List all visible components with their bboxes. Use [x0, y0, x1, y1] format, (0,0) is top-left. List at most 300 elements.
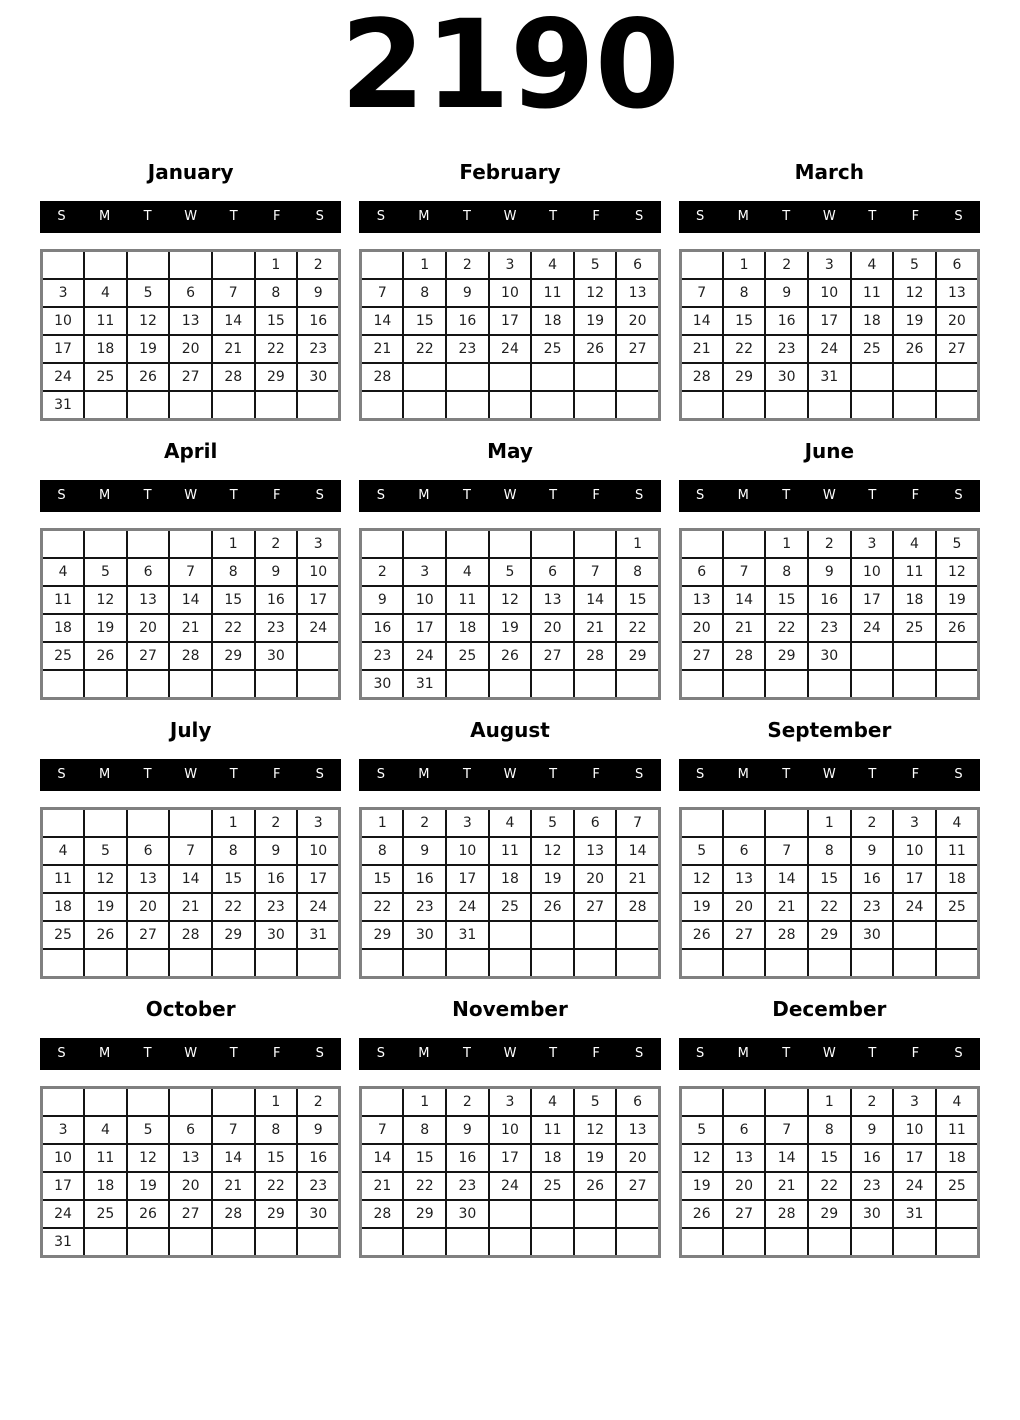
- day-cell: 7: [616, 808, 659, 837]
- empty-day-cell: [403, 949, 446, 978]
- day-cell: 5: [680, 837, 723, 865]
- weekday-label: S: [57, 767, 66, 783]
- empty-day-cell: [765, 391, 808, 420]
- day-cell: 18: [851, 307, 894, 335]
- day-cell: 26: [127, 1200, 170, 1228]
- day-cell: 19: [936, 586, 979, 614]
- empty-day-cell: [851, 670, 894, 699]
- day-cell: 14: [361, 307, 404, 335]
- day-cell: 13: [936, 279, 979, 307]
- day-cell: 1: [808, 808, 851, 837]
- week-row: [680, 921, 978, 949]
- week-row: [361, 558, 659, 586]
- day-cell: 24: [403, 642, 446, 670]
- day-cell: 14: [574, 586, 617, 614]
- empty-day-cell: [851, 642, 894, 670]
- empty-day-cell: [361, 250, 404, 279]
- day-cell: 24: [42, 1200, 85, 1228]
- day-cell: 11: [851, 279, 894, 307]
- day-cell: 2: [446, 1087, 489, 1116]
- day-cell: 20: [723, 1172, 766, 1200]
- week-row: [42, 1116, 340, 1144]
- weekday-label: S: [635, 488, 644, 504]
- day-cell: 25: [893, 614, 936, 642]
- day-cell: 21: [616, 865, 659, 893]
- weekday-label: T: [229, 767, 238, 783]
- weekday-label: T: [462, 209, 471, 225]
- weekday-label: S: [57, 1046, 66, 1062]
- empty-day-cell: [489, 921, 532, 949]
- day-cell: 2: [765, 250, 808, 279]
- empty-day-cell: [851, 391, 894, 420]
- day-cell: 10: [893, 837, 936, 865]
- weekday-label: T: [549, 209, 558, 225]
- day-cell: 16: [255, 865, 298, 893]
- weekday-header-bar: [40, 1038, 341, 1070]
- day-cell: 14: [169, 586, 212, 614]
- day-cell: 30: [446, 1200, 489, 1228]
- day-cell: 21: [765, 1172, 808, 1200]
- day-cell: 15: [212, 865, 255, 893]
- day-cell: 4: [42, 837, 85, 865]
- day-cell: 8: [808, 837, 851, 865]
- empty-day-cell: [616, 949, 659, 978]
- day-cell: 1: [723, 250, 766, 279]
- day-cell: 20: [169, 335, 212, 363]
- day-cell: 15: [808, 1144, 851, 1172]
- empty-day-cell: [489, 391, 532, 420]
- day-cell: 8: [255, 279, 298, 307]
- day-cell: 6: [723, 837, 766, 865]
- weekday-label: M: [98, 767, 111, 783]
- day-cell: 2: [255, 808, 298, 837]
- day-cell: 4: [446, 558, 489, 586]
- week-row: [42, 921, 340, 949]
- day-cell: 13: [723, 1144, 766, 1172]
- day-cell: 30: [255, 642, 298, 670]
- day-cell: 29: [212, 921, 255, 949]
- empty-day-cell: [42, 529, 85, 558]
- empty-day-cell: [84, 949, 127, 978]
- day-cell: 30: [765, 363, 808, 391]
- day-cell: 19: [127, 335, 170, 363]
- empty-day-cell: [723, 1087, 766, 1116]
- week-row: [680, 808, 978, 837]
- week-row: [361, 614, 659, 642]
- weekday-label: M: [98, 1046, 111, 1062]
- day-cell: 12: [127, 1144, 170, 1172]
- day-cell: 24: [808, 335, 851, 363]
- day-cell: 27: [169, 363, 212, 391]
- day-cell: 31: [808, 363, 851, 391]
- month-title: October: [145, 996, 236, 1021]
- day-cell: 8: [212, 837, 255, 865]
- week-row: [42, 670, 340, 699]
- day-cell: 16: [851, 1144, 894, 1172]
- week-row: [42, 837, 340, 865]
- weekday-label: T: [143, 1046, 152, 1062]
- day-cell: 4: [936, 1087, 979, 1116]
- week-row: [680, 893, 978, 921]
- weekday-label: T: [782, 209, 791, 225]
- week-row: [361, 1144, 659, 1172]
- day-cell: 11: [893, 558, 936, 586]
- day-cell: 26: [574, 335, 617, 363]
- empty-day-cell: [680, 1087, 723, 1116]
- day-cell: 18: [489, 865, 532, 893]
- week-row: [680, 614, 978, 642]
- weekday-label: T: [549, 488, 558, 504]
- empty-day-cell: [169, 1087, 212, 1116]
- week-row: [680, 1087, 978, 1116]
- weekday-label: F: [592, 767, 600, 783]
- day-cell: 24: [489, 335, 532, 363]
- month-title: June: [804, 438, 855, 463]
- day-cell: 6: [127, 558, 170, 586]
- day-cell: 15: [255, 1144, 298, 1172]
- week-row: [361, 1172, 659, 1200]
- day-cell: 16: [255, 586, 298, 614]
- day-cell: 15: [765, 586, 808, 614]
- day-cell: 7: [723, 558, 766, 586]
- day-cell: 31: [297, 921, 340, 949]
- empty-day-cell: [680, 529, 723, 558]
- week-row: [680, 363, 978, 391]
- day-cell: 6: [531, 558, 574, 586]
- day-cell: 12: [574, 279, 617, 307]
- day-cell: 27: [616, 335, 659, 363]
- weekday-header-bar: [679, 1038, 980, 1070]
- day-cell: 26: [574, 1172, 617, 1200]
- day-cell: 16: [297, 307, 340, 335]
- day-cell: 17: [808, 307, 851, 335]
- week-row: [42, 1087, 340, 1116]
- week-row: [42, 808, 340, 837]
- empty-day-cell: [489, 529, 532, 558]
- week-row: [361, 1200, 659, 1228]
- weekday-label: M: [418, 1046, 430, 1062]
- day-cell: 18: [936, 865, 979, 893]
- empty-day-cell: [403, 391, 446, 420]
- weekday-header-bar: [40, 201, 341, 233]
- week-row: [42, 586, 340, 614]
- day-cell: 29: [616, 642, 659, 670]
- empty-day-cell: [127, 1228, 170, 1257]
- day-cell: 9: [255, 837, 298, 865]
- weekday-label: M: [418, 767, 430, 783]
- week-row: [680, 307, 978, 335]
- weekday-label: F: [592, 488, 600, 504]
- weekday-label: T: [782, 488, 791, 504]
- day-cell: 28: [212, 1200, 255, 1228]
- day-cell: 7: [169, 558, 212, 586]
- empty-day-cell: [127, 949, 170, 978]
- day-cell: 2: [297, 1087, 340, 1116]
- day-cell: 21: [723, 614, 766, 642]
- day-cell: 4: [42, 558, 85, 586]
- day-cell: 1: [255, 1087, 298, 1116]
- empty-day-cell: [297, 391, 340, 420]
- day-cell: 30: [808, 642, 851, 670]
- weekday-label: T: [143, 209, 152, 225]
- empty-day-cell: [297, 949, 340, 978]
- empty-day-cell: [936, 363, 979, 391]
- day-cell: 14: [212, 1144, 255, 1172]
- day-cell: 31: [403, 670, 446, 699]
- weekday-label: S: [376, 1046, 385, 1062]
- empty-day-cell: [936, 1228, 979, 1257]
- empty-day-cell: [680, 670, 723, 699]
- weekday-label: M: [98, 488, 111, 504]
- day-cell: 24: [297, 893, 340, 921]
- day-cell: 17: [851, 586, 894, 614]
- day-cell: 23: [446, 335, 489, 363]
- weekday-label: T: [868, 209, 877, 225]
- week-row: [680, 837, 978, 865]
- day-cell: 22: [808, 893, 851, 921]
- day-cell: 3: [42, 1116, 85, 1144]
- empty-day-cell: [42, 670, 85, 699]
- day-cell: 23: [403, 893, 446, 921]
- day-cell: 9: [808, 558, 851, 586]
- day-cell: 3: [42, 279, 85, 307]
- empty-day-cell: [212, 250, 255, 279]
- day-cell: 3: [446, 808, 489, 837]
- empty-day-cell: [446, 949, 489, 978]
- day-cell: 17: [446, 865, 489, 893]
- day-cell: 19: [574, 307, 617, 335]
- day-cell: 21: [212, 1172, 255, 1200]
- empty-day-cell: [297, 1228, 340, 1257]
- empty-day-cell: [893, 921, 936, 949]
- empty-day-cell: [169, 670, 212, 699]
- week-row: [42, 1144, 340, 1172]
- day-cell: 29: [765, 642, 808, 670]
- day-cell: 5: [84, 837, 127, 865]
- day-cell: 18: [84, 1172, 127, 1200]
- empty-day-cell: [723, 529, 766, 558]
- day-cell: 6: [169, 279, 212, 307]
- day-cell: 11: [84, 307, 127, 335]
- day-cell: 22: [808, 1172, 851, 1200]
- empty-day-cell: [680, 391, 723, 420]
- day-cell: 9: [446, 279, 489, 307]
- day-cell: 17: [297, 865, 340, 893]
- empty-day-cell: [680, 949, 723, 978]
- day-cell: 8: [403, 279, 446, 307]
- day-cell: 19: [127, 1172, 170, 1200]
- day-cell: 11: [531, 1116, 574, 1144]
- weekday-label: S: [315, 209, 324, 225]
- weekday-header-bar: [359, 759, 660, 791]
- day-cell: 29: [212, 642, 255, 670]
- weekday-label: T: [143, 488, 152, 504]
- day-cell: 6: [616, 1087, 659, 1116]
- day-cell: 7: [212, 1116, 255, 1144]
- day-cell: 27: [936, 335, 979, 363]
- day-cell: 11: [936, 837, 979, 865]
- weekday-header-bar: [679, 480, 980, 512]
- empty-day-cell: [851, 363, 894, 391]
- weekday-label: S: [57, 209, 66, 225]
- month-day-grid: [359, 1086, 660, 1258]
- day-cell: 28: [616, 893, 659, 921]
- day-cell: 3: [489, 1087, 532, 1116]
- empty-day-cell: [936, 949, 979, 978]
- empty-day-cell: [403, 529, 446, 558]
- week-row: [42, 893, 340, 921]
- day-cell: 14: [361, 1144, 404, 1172]
- day-cell: 12: [489, 586, 532, 614]
- day-cell: 19: [84, 614, 127, 642]
- day-cell: 27: [723, 1200, 766, 1228]
- day-cell: 12: [936, 558, 979, 586]
- day-cell: 26: [680, 1200, 723, 1228]
- weekday-label: W: [184, 767, 198, 783]
- month-title: July: [169, 717, 212, 742]
- day-cell: 22: [723, 335, 766, 363]
- week-row: [42, 614, 340, 642]
- month-march: [679, 142, 980, 421]
- weekday-label: S: [696, 488, 705, 504]
- empty-day-cell: [446, 391, 489, 420]
- day-cell: 14: [765, 1144, 808, 1172]
- months-grid: [0, 142, 1020, 1258]
- day-cell: 22: [255, 335, 298, 363]
- day-cell: 26: [84, 921, 127, 949]
- day-cell: 10: [42, 307, 85, 335]
- empty-day-cell: [361, 391, 404, 420]
- day-cell: 24: [893, 893, 936, 921]
- day-cell: 1: [765, 529, 808, 558]
- day-cell: 13: [616, 279, 659, 307]
- day-cell: 3: [893, 808, 936, 837]
- day-cell: 22: [361, 893, 404, 921]
- day-cell: 17: [42, 335, 85, 363]
- day-cell: 24: [297, 614, 340, 642]
- weekday-label: S: [376, 767, 385, 783]
- empty-day-cell: [531, 391, 574, 420]
- day-cell: 19: [489, 614, 532, 642]
- empty-day-cell: [489, 949, 532, 978]
- empty-day-cell: [680, 250, 723, 279]
- day-cell: 25: [531, 1172, 574, 1200]
- weekday-label: T: [229, 488, 238, 504]
- day-cell: 4: [531, 250, 574, 279]
- day-cell: 25: [446, 642, 489, 670]
- day-cell: 23: [255, 893, 298, 921]
- day-cell: 13: [169, 1144, 212, 1172]
- day-cell: 23: [446, 1172, 489, 1200]
- week-row: [361, 307, 659, 335]
- day-cell: 13: [169, 307, 212, 335]
- week-row: [42, 307, 340, 335]
- day-cell: 22: [255, 1172, 298, 1200]
- month-title: January: [147, 159, 234, 184]
- weekday-label: T: [229, 209, 238, 225]
- day-cell: 20: [616, 307, 659, 335]
- week-row: [680, 335, 978, 363]
- day-cell: 29: [403, 1200, 446, 1228]
- week-row: [361, 921, 659, 949]
- day-cell: 13: [723, 865, 766, 893]
- empty-day-cell: [936, 391, 979, 420]
- empty-day-cell: [893, 670, 936, 699]
- empty-day-cell: [84, 391, 127, 420]
- week-row: [42, 558, 340, 586]
- month-title: February: [459, 159, 561, 184]
- empty-day-cell: [212, 1087, 255, 1116]
- weekday-label: W: [503, 209, 517, 225]
- day-cell: 16: [297, 1144, 340, 1172]
- day-cell: 22: [212, 893, 255, 921]
- day-cell: 25: [84, 363, 127, 391]
- weekday-label: S: [696, 1046, 705, 1062]
- empty-day-cell: [574, 391, 617, 420]
- day-cell: 7: [765, 837, 808, 865]
- empty-day-cell: [531, 363, 574, 391]
- weekday-label: W: [822, 209, 836, 225]
- empty-day-cell: [361, 1228, 404, 1257]
- empty-day-cell: [489, 1228, 532, 1257]
- day-cell: 22: [765, 614, 808, 642]
- week-row: [42, 279, 340, 307]
- weekday-label: T: [462, 1046, 471, 1062]
- day-cell: 13: [574, 837, 617, 865]
- day-cell: 19: [574, 1144, 617, 1172]
- day-cell: 31: [893, 1200, 936, 1228]
- day-cell: 8: [255, 1116, 298, 1144]
- day-cell: 25: [936, 1172, 979, 1200]
- day-cell: 10: [297, 837, 340, 865]
- day-cell: 1: [616, 529, 659, 558]
- day-cell: 1: [403, 1087, 446, 1116]
- empty-day-cell: [84, 670, 127, 699]
- empty-day-cell: [255, 949, 298, 978]
- day-cell: 1: [808, 1087, 851, 1116]
- empty-day-cell: [297, 642, 340, 670]
- day-cell: 11: [936, 1116, 979, 1144]
- weekday-label: F: [911, 767, 920, 783]
- day-cell: 26: [936, 614, 979, 642]
- day-cell: 11: [489, 837, 532, 865]
- day-cell: 30: [255, 921, 298, 949]
- week-row: [361, 586, 659, 614]
- empty-day-cell: [531, 670, 574, 699]
- day-cell: 16: [765, 307, 808, 335]
- day-cell: 26: [489, 642, 532, 670]
- weekday-label: S: [635, 209, 644, 225]
- day-cell: 28: [574, 642, 617, 670]
- day-cell: 9: [851, 1116, 894, 1144]
- day-cell: 21: [361, 1172, 404, 1200]
- day-cell: 2: [255, 529, 298, 558]
- empty-day-cell: [446, 1228, 489, 1257]
- week-row: [361, 642, 659, 670]
- day-cell: 6: [616, 250, 659, 279]
- week-row: [361, 893, 659, 921]
- weekday-label: M: [737, 1046, 749, 1062]
- month-title: September: [767, 717, 892, 742]
- day-cell: 10: [403, 586, 446, 614]
- weekday-label: S: [315, 488, 324, 504]
- month-day-grid: [359, 528, 660, 700]
- empty-day-cell: [84, 529, 127, 558]
- day-cell: 4: [936, 808, 979, 837]
- empty-day-cell: [127, 670, 170, 699]
- month-december: [679, 979, 980, 1258]
- week-row: [680, 250, 978, 279]
